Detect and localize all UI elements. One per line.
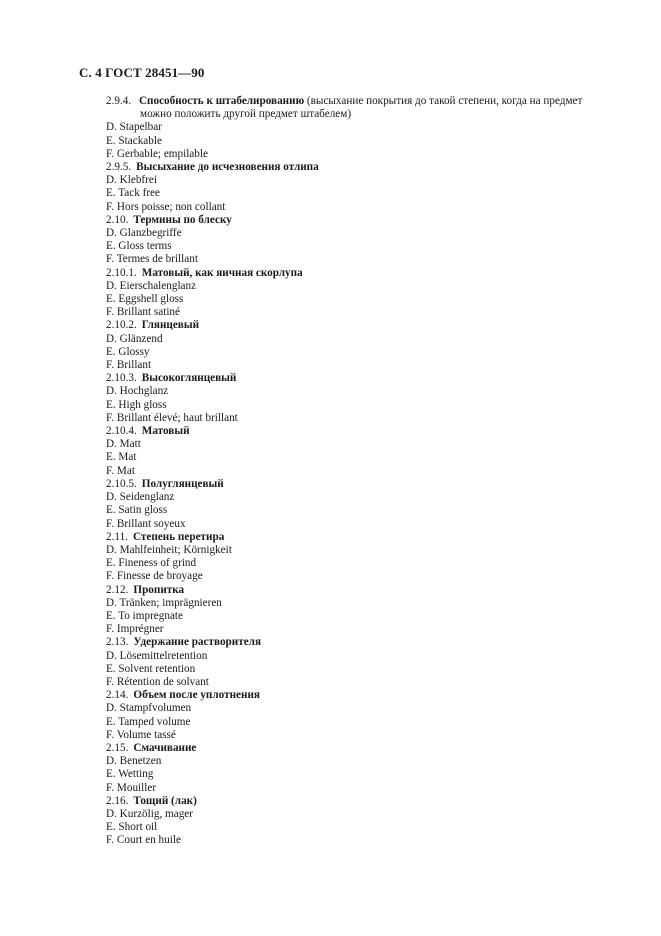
term-number: 2.10.5. (106, 477, 137, 490)
translation-line: F. Mouiller (106, 781, 157, 794)
translation-line: F. Mat (106, 464, 135, 477)
translation-line: E. Stackable (106, 134, 162, 147)
term-number: 2.10.4. (106, 425, 137, 438)
translation-line: D. Stapelbar (106, 121, 162, 134)
translation-line: E. Glossy (106, 345, 150, 358)
page-header: С. 4 ГОСТ 28451—90 (79, 65, 205, 80)
term-number: 2.13. (106, 636, 129, 649)
term-number: 2.10. (106, 213, 129, 226)
term-number: 2.11. (106, 530, 128, 543)
term-number: 2.12. (106, 583, 129, 596)
translation-line: D. Glänzend (106, 332, 163, 345)
terms-container (106, 161, 626, 848)
term-number: 2.14. (106, 689, 129, 702)
translation-line: D. Glanzbegriffe (106, 227, 182, 240)
term-title: Смачивание (133, 741, 197, 754)
term-heading (106, 319, 626, 332)
term-heading (106, 531, 626, 544)
term-heading (106, 689, 626, 702)
term-heading (106, 372, 626, 385)
term-heading (106, 636, 626, 649)
term-heading (106, 425, 626, 438)
translation-line: E. Fineness of grind (106, 557, 197, 570)
translation-line: E. Tack free (106, 187, 160, 200)
translation-line: E. Satin gloss (106, 504, 168, 517)
term-entry-2-9-4 (106, 95, 626, 121)
translation-line: D. Benetzen (106, 755, 162, 768)
term-list (106, 95, 626, 848)
translation-line: D. Stampfvolumen (106, 702, 192, 715)
term-title: Матовый (141, 425, 190, 438)
translation-line: E. High gloss (106, 398, 167, 411)
translation-line: F. Court en huile (106, 834, 181, 847)
term-note: (высыхание покрытия до такой степени, когда на предмет (306, 95, 583, 107)
term-title: Полуглянцевый (141, 477, 224, 490)
term-title: Степень перетира (132, 530, 225, 543)
term-title: Термины по блеску (133, 213, 232, 226)
translation-line: F. Brillant élevé; haut brillant (106, 411, 238, 424)
translation-line: F. Termes de brillant (106, 253, 198, 266)
term-title: Пропитка (133, 583, 185, 596)
translation-line: F. Hors poisse; non collant (106, 200, 226, 213)
translation-line: E. Mat (106, 451, 137, 464)
term-number: 2.16. (106, 794, 129, 807)
term-heading (106, 478, 626, 491)
term-number: 2.10.1. (106, 266, 137, 279)
term-number: 2.9.5. (106, 161, 132, 174)
translation-line: E. Eggshell gloss (106, 293, 184, 306)
term-heading (106, 584, 626, 597)
term-title: Тощий (лак) (133, 794, 197, 807)
translation-line: D. Matt (106, 438, 141, 451)
translation-line: D. Hochglanz (106, 385, 169, 398)
term-title: Глянцевый (141, 319, 200, 332)
term-heading (106, 795, 626, 808)
translation-line: F. Brillant (106, 359, 152, 372)
translation-line: E. Gloss terms (106, 240, 172, 253)
translation-line: F. Imprégner (106, 623, 164, 636)
translation-line: D. Kurzölig, mager (106, 807, 193, 820)
term-heading (106, 742, 626, 755)
translation-line: D. Seidenglanz (106, 491, 175, 504)
translation-line: D. Mahlfeinheit; Körnigkeit (106, 543, 232, 556)
translation-line: D. Eierschalenglanz (106, 279, 197, 292)
term-title: Высокоглянцевый (141, 372, 237, 385)
term-title: Удержание растворителя (133, 636, 262, 649)
term-title: Матовый, как яичная скорлупа (141, 266, 303, 279)
translation-line: F. Finesse de broyage (106, 570, 203, 583)
term-heading (106, 267, 626, 280)
translation-line: E. Wetting (106, 768, 154, 781)
term-note-continuation: можно положить другой предмет штабелем) (140, 108, 352, 121)
translation-line: D. Lösemittelretention (106, 649, 208, 662)
translation-line: E. Solvent retention (106, 662, 196, 675)
translation-line: F. Brillant soyeux (106, 517, 186, 530)
translation-line: F. Volume tassé (106, 728, 176, 741)
term-title: Объем после уплотнения (133, 689, 260, 702)
term-title: Способность к штабелированию (138, 95, 305, 107)
translation-line: E. Short oil (106, 821, 158, 834)
term-title: Высыхание до исчезновения отлипа (136, 161, 319, 174)
translation-line: D. Tränken; imprägnieren (106, 596, 222, 609)
term-heading (106, 214, 626, 227)
term-number: 2.10.3. (106, 372, 137, 385)
translation-line: F. Gerbable; empilable (106, 147, 208, 160)
translation-line: F. Brillant satiné (106, 306, 180, 319)
translation-line: E. Tamped volume (106, 715, 191, 728)
translation-line: D. Klebfrei (106, 174, 157, 187)
term-number: 2.15. (106, 741, 129, 754)
translation-line: F. Rétention de solvant (106, 675, 209, 688)
term-number: 2.9.4. (106, 95, 132, 107)
term-number: 2.10.2. (106, 319, 137, 332)
term-heading (106, 161, 626, 174)
translation-line: E. To impregnate (106, 609, 183, 622)
